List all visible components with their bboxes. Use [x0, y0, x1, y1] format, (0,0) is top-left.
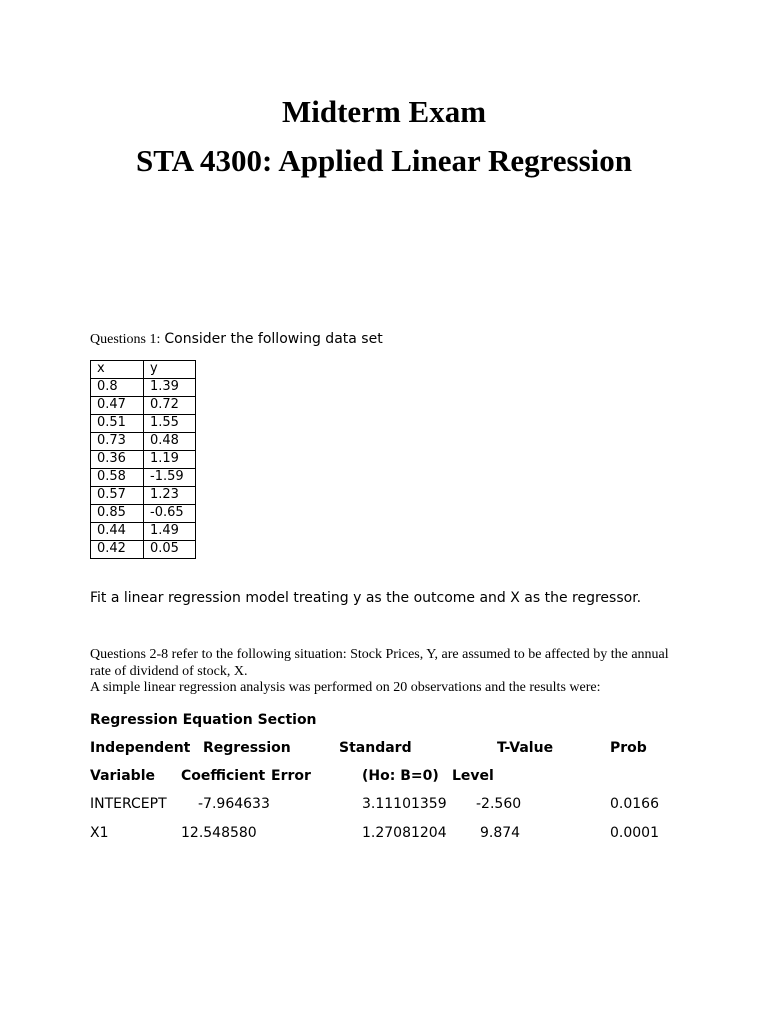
table-row [91, 397, 196, 415]
table-row [91, 469, 196, 487]
hdr-independent: Independent [90, 740, 191, 756]
row-intercept-prob: 0.0166 [610, 796, 659, 812]
row-x1-std-error: 1.27081204 [362, 825, 447, 841]
header-x: x [91, 361, 144, 379]
row-intercept-std-error: 3.11101359 [362, 796, 447, 812]
cell-y: 0.48 [144, 433, 196, 451]
cell-y: 1.39 [144, 379, 196, 397]
regression-section-title: Regression Equation Section [90, 712, 317, 728]
hdr-coefficient: Coefficient [181, 768, 266, 784]
table-row [91, 415, 196, 433]
cell-y: 1.55 [144, 415, 196, 433]
cell-x: 0.85 [91, 505, 144, 523]
row-x1-variable: X1 [90, 825, 109, 841]
cell-x: 0.36 [91, 451, 144, 469]
question-1-label: Questions 1: [90, 332, 161, 347]
row-x1-prob: 0.0001 [610, 825, 659, 841]
cell-x: 0.44 [91, 523, 144, 541]
question-1-text: Consider the following data set [164, 331, 383, 347]
cell-x: 0.73 [91, 433, 144, 451]
row-intercept-variable: INTERCEPT [90, 796, 167, 812]
hdr-prob: Prob [610, 740, 647, 756]
cell-y: -0.65 [144, 505, 196, 523]
row-intercept-t-value: -2.560 [476, 796, 522, 812]
hdr-regression: Regression [203, 740, 291, 756]
question-1-instruction: Fit a linear regression model treating y as the outcome and X as the regressor. [90, 590, 642, 606]
data-set-table [90, 360, 196, 559]
hdr-standard: Standard [339, 740, 412, 756]
cell-y: 1.19 [144, 451, 196, 469]
cell-x: 0.57 [91, 487, 144, 505]
cell-y: 0.05 [144, 541, 196, 559]
table-header-row [91, 361, 196, 379]
row-x1-coefficient: 12.548580 [181, 825, 257, 841]
cell-x: 0.42 [91, 541, 144, 559]
cell-y: 1.23 [144, 487, 196, 505]
cell-x: 0.51 [91, 415, 144, 433]
table-row [91, 487, 196, 505]
table-row [91, 451, 196, 469]
cell-x: 0.8 [91, 379, 144, 397]
header-y: y [144, 361, 196, 379]
cell-y: -1.59 [144, 469, 196, 487]
course-title: STA 4300: Applied Linear Regression [135, 143, 633, 178]
hdr-hypothesis: (Ho: B=0) [362, 768, 439, 784]
exam-title: Midterm Exam [281, 94, 487, 129]
table-row [91, 523, 196, 541]
question-2-intro-line1: Questions 2-8 refer to the following situation: Stock Prices, Y, are assumed to be affected by the annual rate of dividend of stock, X. [90, 647, 669, 679]
hdr-t-value: T-Value [497, 740, 554, 756]
hdr-error: Error [271, 768, 311, 784]
cell-x: 0.58 [91, 469, 144, 487]
row-intercept-coefficient: -7.964633 [198, 796, 270, 812]
row-x1-t-value: 9.874 [480, 825, 521, 841]
hdr-level: Level [452, 768, 494, 784]
table-row [91, 433, 196, 451]
cell-y: 0.72 [144, 397, 196, 415]
cell-x: 0.47 [91, 397, 144, 415]
cell-y: 1.49 [144, 523, 196, 541]
table-row [91, 505, 196, 523]
hdr-variable: Variable [90, 768, 155, 784]
question-1-prompt [90, 330, 383, 348]
question-2-intro-line2: A simple linear regression analysis was performed on 20 observations and the results were: [90, 680, 601, 695]
table-row [91, 379, 196, 397]
table-row [91, 541, 196, 559]
question-2-intro [90, 647, 680, 697]
